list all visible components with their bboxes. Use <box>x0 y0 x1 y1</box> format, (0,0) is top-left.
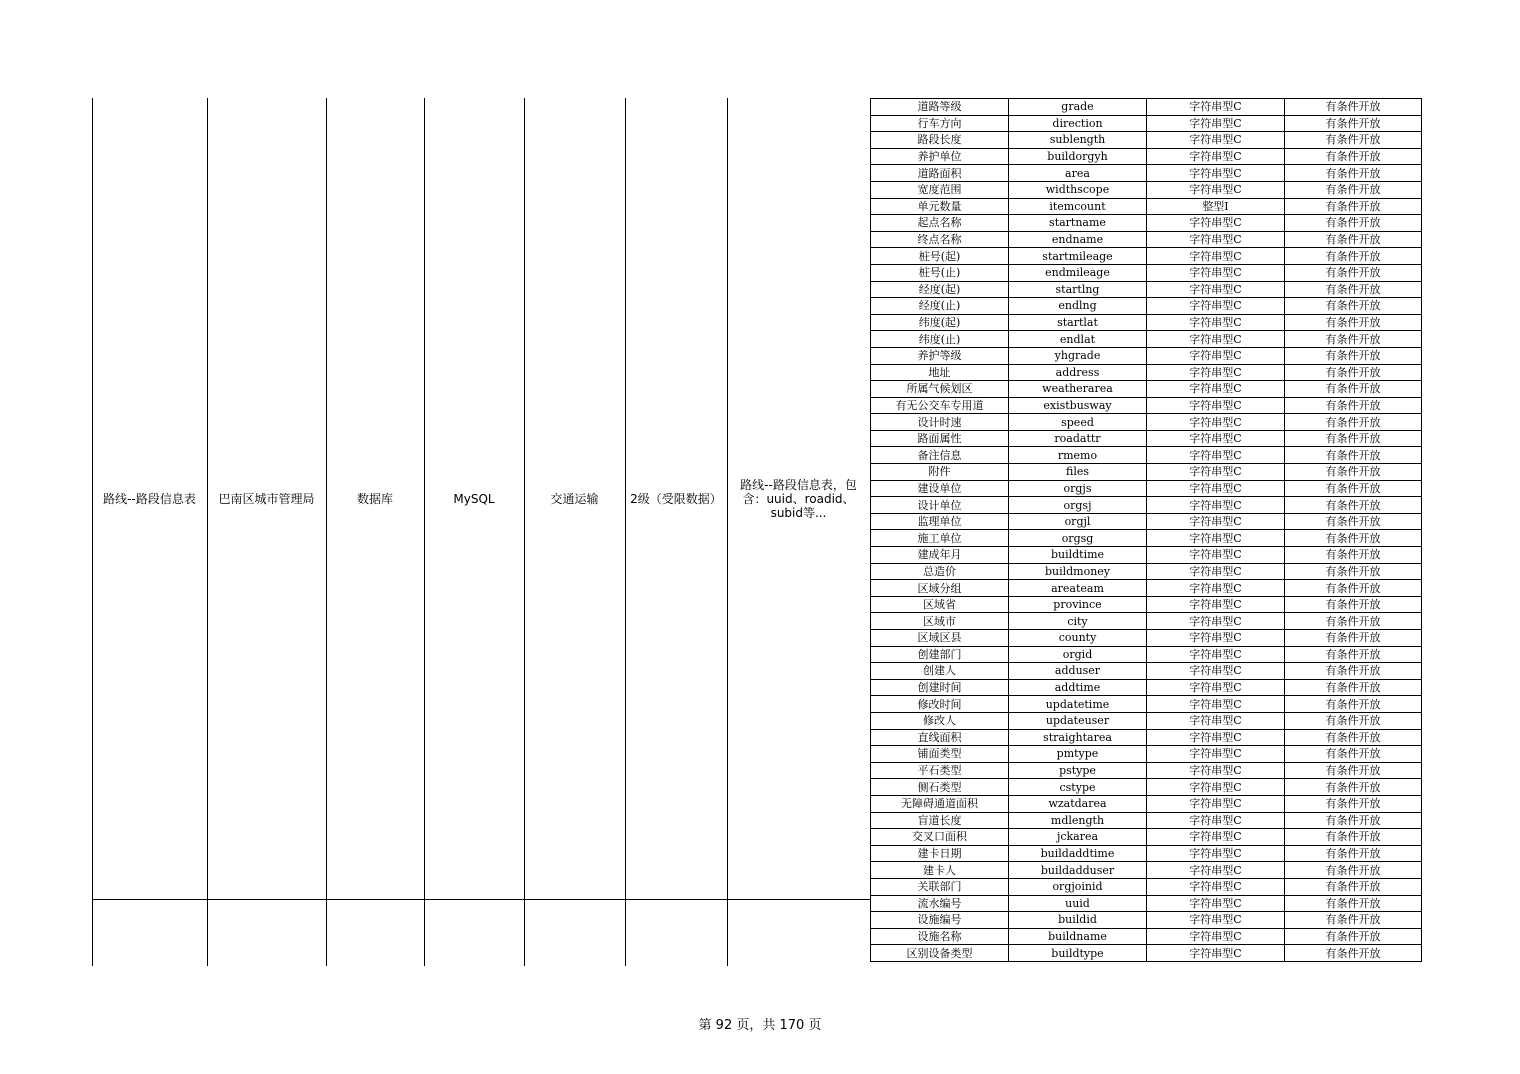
table-row <box>871 895 1422 912</box>
page-footer <box>0 1014 1520 1033</box>
field-en-name: orgsg <box>1009 530 1147 547</box>
field-type: 字符串型C <box>1147 563 1285 580</box>
row-divider <box>92 899 870 900</box>
table-row <box>871 347 1422 364</box>
resource-type-cell <box>326 98 424 899</box>
field-share-type: 有条件开放 <box>1285 829 1422 846</box>
field-cn-name: 桩号(止) <box>871 264 1009 281</box>
field-share-type: 有条件开放 <box>1285 712 1422 729</box>
field-cn-name: 单元数量 <box>871 198 1009 215</box>
field-cn-name: 桩号(起) <box>871 248 1009 265</box>
field-en-name: files <box>1009 464 1147 481</box>
description-cell <box>727 98 870 899</box>
field-table <box>870 98 1422 962</box>
field-cn-name: 道路面积 <box>871 165 1009 182</box>
field-share-type: 有条件开放 <box>1285 945 1422 962</box>
field-share-type: 有条件开放 <box>1285 165 1422 182</box>
field-en-name: buildname <box>1009 928 1147 945</box>
field-cn-name: 终点名称 <box>871 231 1009 248</box>
field-type: 字符串型C <box>1147 812 1285 829</box>
field-cn-name: 备注信息 <box>871 447 1009 464</box>
level: 2级（受限数据） <box>630 491 722 506</box>
field-cn-name: 区域市 <box>871 613 1009 630</box>
table-row <box>871 132 1422 149</box>
field-share-type: 有条件开放 <box>1285 630 1422 647</box>
table-row <box>871 646 1422 663</box>
field-en-name: address <box>1009 364 1147 381</box>
field-en-name: roadattr <box>1009 430 1147 447</box>
table-row <box>871 314 1422 331</box>
field-en-name: orgjs <box>1009 480 1147 497</box>
field-share-type: 有条件开放 <box>1285 198 1422 215</box>
field-cn-name: 交叉口面积 <box>871 829 1009 846</box>
field-type: 字符串型C <box>1147 115 1285 132</box>
field-cn-name: 附件 <box>871 464 1009 481</box>
field-share-type: 有条件开放 <box>1285 563 1422 580</box>
field-type: 字符串型C <box>1147 878 1285 895</box>
field-cn-name: 直线面积 <box>871 729 1009 746</box>
field-share-type: 有条件开放 <box>1285 696 1422 713</box>
field-type: 字符串型C <box>1147 132 1285 149</box>
table-row <box>871 845 1422 862</box>
field-type: 字符串型C <box>1147 430 1285 447</box>
field-cn-name: 地址 <box>871 364 1009 381</box>
field-cn-name: 流水编号 <box>871 895 1009 912</box>
field-cn-name: 有无公交车专用道 <box>871 397 1009 414</box>
field-share-type: 有条件开放 <box>1285 281 1422 298</box>
table-row <box>871 414 1422 431</box>
field-type: 字符串型C <box>1147 596 1285 613</box>
field-share-type: 有条件开放 <box>1285 497 1422 514</box>
field-type: 字符串型C <box>1147 862 1285 879</box>
field-share-type: 有条件开放 <box>1285 530 1422 547</box>
table-row <box>871 696 1422 713</box>
field-en-name: province <box>1009 596 1147 613</box>
field-type: 字符串型C <box>1147 580 1285 597</box>
table-row <box>871 513 1422 530</box>
table-row <box>871 912 1422 929</box>
field-cn-name: 监理单位 <box>871 513 1009 530</box>
field-en-name: buildaddtime <box>1009 845 1147 862</box>
field-type: 字符串型C <box>1147 347 1285 364</box>
field-share-type: 有条件开放 <box>1285 99 1422 116</box>
field-cn-name: 设计时速 <box>871 414 1009 431</box>
field-en-name: updatetime <box>1009 696 1147 713</box>
field-share-type: 有条件开放 <box>1285 314 1422 331</box>
table-row <box>871 829 1422 846</box>
field-type: 字符串型C <box>1147 314 1285 331</box>
table-row <box>871 231 1422 248</box>
field-type: 字符串型C <box>1147 663 1285 680</box>
field-cn-name: 无障碍通道面积 <box>871 795 1009 812</box>
field-en-name: rmemo <box>1009 447 1147 464</box>
field-share-type: 有条件开放 <box>1285 912 1422 929</box>
field-cn-name: 设计单位 <box>871 497 1009 514</box>
field-cn-name: 路段长度 <box>871 132 1009 149</box>
field-en-name: itemcount <box>1009 198 1147 215</box>
table-row <box>871 497 1422 514</box>
field-share-type: 有条件开放 <box>1285 895 1422 912</box>
field-en-name: endlat <box>1009 331 1147 348</box>
field-type: 字符串型C <box>1147 712 1285 729</box>
field-type: 字符串型C <box>1147 679 1285 696</box>
table-row <box>871 746 1422 763</box>
field-type: 字符串型C <box>1147 762 1285 779</box>
table-row <box>871 563 1422 580</box>
field-en-name: buildorgyh <box>1009 148 1147 165</box>
field-en-name: startlat <box>1009 314 1147 331</box>
field-en-name: mdlength <box>1009 812 1147 829</box>
field-en-name: buildadduser <box>1009 862 1147 879</box>
table-row <box>871 580 1422 597</box>
field-share-type: 有条件开放 <box>1285 215 1422 232</box>
field-cn-name: 行车方向 <box>871 115 1009 132</box>
field-type: 字符串型C <box>1147 613 1285 630</box>
resource-name-cell <box>92 98 207 899</box>
field-type: 字符串型C <box>1147 148 1285 165</box>
table-row <box>871 812 1422 829</box>
field-share-type: 有条件开放 <box>1285 181 1422 198</box>
field-type: 字符串型C <box>1147 945 1285 962</box>
table-row <box>871 630 1422 647</box>
field-type: 字符串型C <box>1147 829 1285 846</box>
level-cell <box>625 98 727 899</box>
table-row <box>871 928 1422 945</box>
field-type: 字符串型C <box>1147 630 1285 647</box>
field-type: 字符串型C <box>1147 928 1285 945</box>
table-row <box>871 248 1422 265</box>
field-en-name: pmtype <box>1009 746 1147 763</box>
field-share-type: 有条件开放 <box>1285 928 1422 945</box>
field-share-type: 有条件开放 <box>1285 596 1422 613</box>
field-share-type: 有条件开放 <box>1285 397 1422 414</box>
db-type: MySQL <box>453 491 495 506</box>
field-cn-name: 路面属性 <box>871 430 1009 447</box>
field-en-name: pstype <box>1009 762 1147 779</box>
field-cn-name: 施工单位 <box>871 530 1009 547</box>
field-cn-name: 所属气候划区 <box>871 381 1009 398</box>
field-en-name: endlng <box>1009 298 1147 315</box>
field-en-name: existbusway <box>1009 397 1147 414</box>
field-share-type: 有条件开放 <box>1285 364 1422 381</box>
field-share-type: 有条件开放 <box>1285 580 1422 597</box>
field-cn-name: 总造价 <box>871 563 1009 580</box>
db-type-cell <box>424 98 524 899</box>
field-share-type: 有条件开放 <box>1285 347 1422 364</box>
resource-name: 路线--路段信息表 <box>103 491 196 506</box>
field-cn-name: 道路等级 <box>871 99 1009 116</box>
table-row <box>871 862 1422 879</box>
field-en-name: weatherarea <box>1009 381 1147 398</box>
field-en-name: endmileage <box>1009 264 1147 281</box>
field-type: 字符串型C <box>1147 547 1285 564</box>
field-en-name: startmileage <box>1009 248 1147 265</box>
table-row <box>871 795 1422 812</box>
table-row <box>871 663 1422 680</box>
field-cn-name: 关联部门 <box>871 878 1009 895</box>
field-cn-name: 纬度(起) <box>871 314 1009 331</box>
field-type: 字符串型C <box>1147 447 1285 464</box>
field-en-name: buildtime <box>1009 547 1147 564</box>
table-row <box>871 115 1422 132</box>
field-cn-name: 区域区县 <box>871 630 1009 647</box>
field-share-type: 有条件开放 <box>1285 264 1422 281</box>
field-share-type: 有条件开放 <box>1285 613 1422 630</box>
department: 巴南区城市管理局 <box>218 491 315 506</box>
field-en-name: cstype <box>1009 779 1147 796</box>
table-row <box>871 99 1422 116</box>
field-cn-name: 宽度范围 <box>871 181 1009 198</box>
field-cn-name: 创建时间 <box>871 679 1009 696</box>
field-en-name: speed <box>1009 414 1147 431</box>
field-type: 字符串型C <box>1147 181 1285 198</box>
field-cn-name: 侧石类型 <box>871 779 1009 796</box>
table-row <box>871 547 1422 564</box>
field-share-type: 有条件开放 <box>1285 679 1422 696</box>
table-row <box>871 381 1422 398</box>
field-en-name: yhgrade <box>1009 347 1147 364</box>
table-row <box>871 215 1422 232</box>
table-row <box>871 148 1422 165</box>
table-row <box>871 198 1422 215</box>
field-type: 字符串型C <box>1147 646 1285 663</box>
field-cn-name: 建卡人 <box>871 862 1009 879</box>
field-cn-name: 区别设备类型 <box>871 945 1009 962</box>
field-rows <box>871 99 1422 962</box>
field-cn-name: 经度(止) <box>871 298 1009 315</box>
field-cn-name: 纬度(止) <box>871 331 1009 348</box>
field-en-name: straightarea <box>1009 729 1147 746</box>
field-cn-name: 建卡日期 <box>871 845 1009 862</box>
field-en-name: orgid <box>1009 646 1147 663</box>
table-row <box>871 530 1422 547</box>
field-share-type: 有条件开放 <box>1285 115 1422 132</box>
field-share-type: 有条件开放 <box>1285 148 1422 165</box>
field-share-type: 有条件开放 <box>1285 447 1422 464</box>
field-cn-name: 修改人 <box>871 712 1009 729</box>
field-type: 字符串型C <box>1147 513 1285 530</box>
field-share-type: 有条件开放 <box>1285 381 1422 398</box>
field-en-name: uuid <box>1009 895 1147 912</box>
field-share-type: 有条件开放 <box>1285 779 1422 796</box>
field-type: 字符串型C <box>1147 779 1285 796</box>
table-row <box>871 331 1422 348</box>
table-row <box>871 480 1422 497</box>
field-type: 字符串型C <box>1147 497 1285 514</box>
field-type: 字符串型C <box>1147 795 1285 812</box>
field-share-type: 有条件开放 <box>1285 878 1422 895</box>
description: 路线--路段信息表，包含：uuid、roadid、subid等... <box>740 477 857 520</box>
table-row <box>871 430 1422 447</box>
field-en-name: buildmoney <box>1009 563 1147 580</box>
field-type: 字符串型C <box>1147 895 1285 912</box>
page-number: 第 92 页，共 170 页 <box>698 1018 822 1033</box>
field-share-type: 有条件开放 <box>1285 663 1422 680</box>
field-type: 字符串型C <box>1147 414 1285 431</box>
field-cn-name: 创建部门 <box>871 646 1009 663</box>
field-type: 字符串型C <box>1147 729 1285 746</box>
field-en-name: area <box>1009 165 1147 182</box>
table-row <box>871 364 1422 381</box>
table-row <box>871 397 1422 414</box>
field-share-type: 有条件开放 <box>1285 231 1422 248</box>
field-share-type: 有条件开放 <box>1285 480 1422 497</box>
field-en-name: areateam <box>1009 580 1147 597</box>
field-type: 字符串型C <box>1147 264 1285 281</box>
table-row <box>871 878 1422 895</box>
field-type: 字符串型C <box>1147 746 1285 763</box>
field-share-type: 有条件开放 <box>1285 132 1422 149</box>
field-type: 字符串型C <box>1147 845 1285 862</box>
field-cn-name: 创建人 <box>871 663 1009 680</box>
field-en-name: addtime <box>1009 679 1147 696</box>
field-type: 字符串型C <box>1147 281 1285 298</box>
field-en-name: adduser <box>1009 663 1147 680</box>
table-row <box>871 712 1422 729</box>
field-share-type: 有条件开放 <box>1285 547 1422 564</box>
field-share-type: 有条件开放 <box>1285 812 1422 829</box>
field-cn-name: 平石类型 <box>871 762 1009 779</box>
field-type: 字符串型C <box>1147 381 1285 398</box>
table-row <box>871 181 1422 198</box>
table-row <box>871 447 1422 464</box>
field-type: 字符串型C <box>1147 530 1285 547</box>
field-cn-name: 建设单位 <box>871 480 1009 497</box>
field-share-type: 有条件开放 <box>1285 646 1422 663</box>
field-en-name: orgjl <box>1009 513 1147 530</box>
field-cn-name: 区域省 <box>871 596 1009 613</box>
table-row <box>871 762 1422 779</box>
field-type: 字符串型C <box>1147 397 1285 414</box>
field-cn-name: 经度(起) <box>871 281 1009 298</box>
field-en-name: startlng <box>1009 281 1147 298</box>
field-share-type: 有条件开放 <box>1285 762 1422 779</box>
field-share-type: 有条件开放 <box>1285 430 1422 447</box>
table-row <box>871 679 1422 696</box>
field-cn-name: 建成年月 <box>871 547 1009 564</box>
field-en-name: jckarea <box>1009 829 1147 846</box>
field-type: 字符串型C <box>1147 165 1285 182</box>
field-type: 字符串型C <box>1147 912 1285 929</box>
field-en-name: wzatdarea <box>1009 795 1147 812</box>
field-type: 字符串型C <box>1147 215 1285 232</box>
record-block <box>92 98 870 966</box>
field-type: 字符串型C <box>1147 364 1285 381</box>
field-share-type: 有条件开放 <box>1285 414 1422 431</box>
field-share-type: 有条件开放 <box>1285 464 1422 481</box>
table-row <box>871 596 1422 613</box>
field-en-name: orgjoinid <box>1009 878 1147 895</box>
table-row <box>871 945 1422 962</box>
domain: 交通运输 <box>550 491 599 506</box>
department-cell <box>207 98 326 899</box>
field-en-name: startname <box>1009 215 1147 232</box>
field-cn-name: 设施编号 <box>871 912 1009 929</box>
table-row <box>871 165 1422 182</box>
field-share-type: 有条件开放 <box>1285 298 1422 315</box>
field-cn-name: 修改时间 <box>871 696 1009 713</box>
field-cn-name: 养护单位 <box>871 148 1009 165</box>
field-type: 字符串型C <box>1147 99 1285 116</box>
field-en-name: sublength <box>1009 132 1147 149</box>
field-en-name: buildid <box>1009 912 1147 929</box>
field-cn-name: 设施名称 <box>871 928 1009 945</box>
domain-cell <box>524 98 625 899</box>
table-row <box>871 281 1422 298</box>
field-cn-name: 起点名称 <box>871 215 1009 232</box>
field-type: 字符串型C <box>1147 696 1285 713</box>
field-en-name: buildtype <box>1009 945 1147 962</box>
field-en-name: widthscope <box>1009 181 1147 198</box>
table-row <box>871 613 1422 630</box>
field-en-name: orgsj <box>1009 497 1147 514</box>
field-en-name: grade <box>1009 99 1147 116</box>
table-row <box>871 264 1422 281</box>
field-en-name: updateuser <box>1009 712 1147 729</box>
table-row <box>871 729 1422 746</box>
field-en-name: endname <box>1009 231 1147 248</box>
field-en-name: city <box>1009 613 1147 630</box>
field-share-type: 有条件开放 <box>1285 331 1422 348</box>
field-en-name: county <box>1009 630 1147 647</box>
field-type: 字符串型C <box>1147 298 1285 315</box>
field-type: 整型I <box>1147 198 1285 215</box>
field-share-type: 有条件开放 <box>1285 513 1422 530</box>
field-cn-name: 盲道长度 <box>871 812 1009 829</box>
table-row <box>871 464 1422 481</box>
table-row <box>871 779 1422 796</box>
field-cn-name: 养护等级 <box>871 347 1009 364</box>
field-type: 字符串型C <box>1147 331 1285 348</box>
field-share-type: 有条件开放 <box>1285 248 1422 265</box>
field-share-type: 有条件开放 <box>1285 795 1422 812</box>
resource-type: 数据库 <box>356 491 393 506</box>
field-share-type: 有条件开放 <box>1285 845 1422 862</box>
field-share-type: 有条件开放 <box>1285 862 1422 879</box>
field-en-name: direction <box>1009 115 1147 132</box>
field-cn-name: 铺面类型 <box>871 746 1009 763</box>
field-type: 字符串型C <box>1147 480 1285 497</box>
table-row <box>871 298 1422 315</box>
field-cn-name: 区域分组 <box>871 580 1009 597</box>
field-share-type: 有条件开放 <box>1285 746 1422 763</box>
field-share-type: 有条件开放 <box>1285 729 1422 746</box>
field-type: 字符串型C <box>1147 248 1285 265</box>
field-type: 字符串型C <box>1147 464 1285 481</box>
field-type: 字符串型C <box>1147 231 1285 248</box>
